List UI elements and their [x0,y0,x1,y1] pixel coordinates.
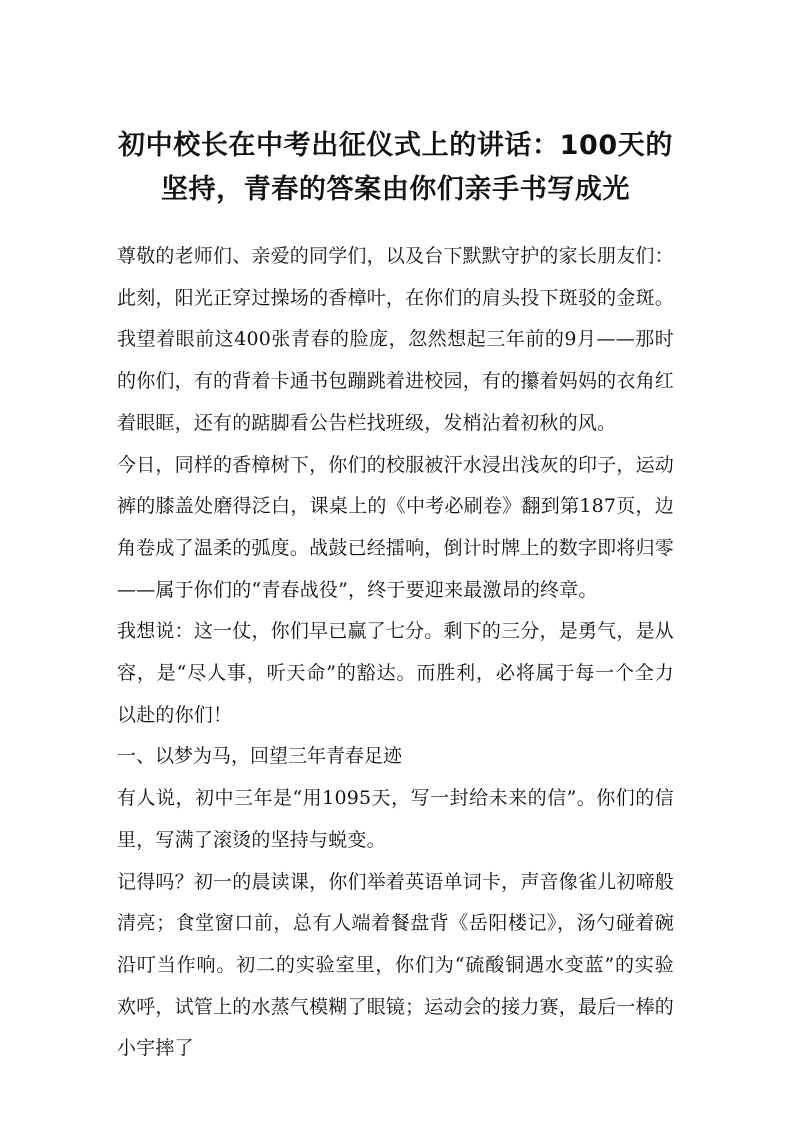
salutation-paragraph: 尊敬的老师们、亲爱的同学们，以及台下默默守护的家长朋友们： [117,245,674,267]
document-title: 初中校长在中考出征仪式上的讲话：100天的坚持，青春的答案由你们亲手书写成光 [118,130,673,205]
document-page [117,124,674,1070]
section-heading: 一、以梦为马，回望三年青春足迹 [117,745,403,768]
body-paragraph: 今日，同样的香樟树下，你们的校服被汗水浸出浅灰的印子，运动裤的膝盖处磨得泛白，课桌上的《中考必刷卷》翻到第187页，边角卷成了温柔的弧度。战鼓已经擂响，倒计时牌上的数字即将归零——属于你们的“青春战役”，终于要迎来最激昂的终章。 [117,453,674,601]
body-paragraph: 此刻，阳光正穿过操场的香樟叶，在你们的肩头投下斑驳的金斑。我望着眼前这400张青春的脸庞，忽然想起三年前的9月——那时的你们，有的背着卡通书包蹦跳着进校园，有的攥着妈妈的衣角红着眼眶，还有的踮脚看公告栏找班级，发梢沾着初秋的风。 [117,286,674,434]
body-paragraph: 我想说：这一仗，你们早已赢了七分。剩下的三分，是勇气，是从容，是“尽人事，听天命”的豁达。而胜利，必将属于每一个全力以赴的你们！ [117,620,674,726]
body-paragraph: 有人说，初中三年是“用1095天，写一封给未来的信”。你们的信里，写满了滚烫的坚持与蜕变。 [117,787,674,851]
body-paragraph: 记得吗？初一的晨读课，你们举着英语单词卡，声音像雀儿初啼般清亮；食堂窗口前，总有人端着餐盘背《岳阳楼记》，汤勺碰着碗沿叮当作响。初二的实验室里，你们为“硫酸铜遇水变蓝”的实验欢呼，试管上的水蒸气模糊了眼镜；运动会的接力赛，最后一棒的小宇摔了 [117,870,674,1060]
